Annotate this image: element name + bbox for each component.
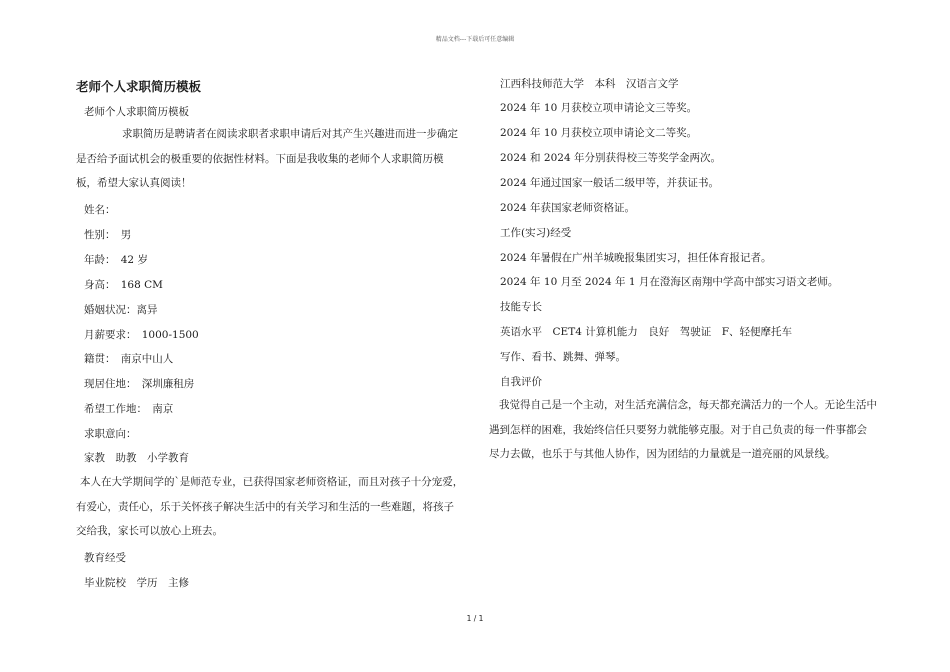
- award-item: 2024 年 10 月获校立项申请论文三等奖。: [500, 102, 698, 114]
- page-number: 1 / 1: [466, 614, 484, 623]
- education-table-header: 毕业院校 学历 主修: [84, 577, 189, 589]
- education-entry: 江西科技师范大学 本科 汉语言文学: [500, 78, 679, 90]
- field-height: 身高： 168 CM: [84, 279, 163, 291]
- field-job-intention: 求职意向：: [84, 428, 137, 440]
- field-gender: 性别： 男: [84, 229, 132, 241]
- subtitle: 老师个人求职简历模板: [84, 106, 189, 118]
- work-item: 2024 年暑假在广州羊城晚报集团实习，担任体育报记者。: [500, 252, 772, 264]
- field-name: 姓名：: [84, 204, 116, 216]
- field-job-types: 家教 助教 小学教育: [84, 452, 189, 464]
- award-item: 2024 年 10 月获校立项申请论文二等奖。: [500, 127, 698, 139]
- document-title: 老师个人求职简历模板: [76, 79, 202, 94]
- field-age: 年龄： 42 岁: [84, 254, 148, 266]
- field-work-location: 希望工作地： 南京: [84, 403, 174, 415]
- hobbies-item: 写作、看书、跳舞、弹琴。: [500, 351, 626, 363]
- work-item: 2024 年 10 月至 2024 年 1 月在澄海区南翔中学高中部实习语文老师。: [500, 276, 839, 288]
- self-evaluation-heading: 自我评价: [500, 376, 542, 388]
- header-note: 精品文档---下载后可任意编辑: [435, 36, 515, 43]
- field-marital-status: 婚姻状况：离异: [84, 304, 158, 316]
- award-item: 2024 年通过国家一般话二级甲等，并获证书。: [500, 177, 720, 189]
- field-native-place: 籍贯： 南京中山人: [84, 353, 174, 365]
- field-salary: 月薪要求： 1000-1500: [84, 329, 199, 341]
- skills-heading: 技能专长: [500, 301, 542, 313]
- intro-paragraph: 求职简历是聘请者在阅读求职者求职申请后对其产生兴趣进而进一步确定是否给予面试机会的极重要的依据性材料。下面是我收集的老师个人求职简历模板，希望大家认真阅读！: [76, 128, 458, 190]
- education-heading: 教育经受: [84, 552, 126, 564]
- award-item: 2024 和 2024 年分别获得校三等奖学金两次。: [500, 152, 721, 164]
- skills-item: 英语水平 CET4 计算机能力 良好 驾驶证 F、轻便摩托车: [500, 326, 793, 338]
- field-residence: 现居住地： 深圳廉租房: [84, 378, 195, 390]
- self-intro-paragraph: 本人在大学期间学的`是师范专业，已获得国家老师资格证，而且对孩子十分宠爱，有爱心，责任心，乐于关怀孩子解决生活中的有关学习和生活的一些难题，将孩子交给我，家长可以放心上班去。: [76, 476, 464, 538]
- self-evaluation-paragraph: 我觉得自己是一个主动，对生活充满信念，每天都充满活力的一个人。无论生活中遇到怎样的困难，我始终信任只要努力就能够克服。对于自己负责的每一件事都会尽力去做，也乐于与其他人协作，因为团结的力量就是一道亮丽的风景线。: [489, 399, 877, 461]
- work-experience-heading: 工作(实习)经受: [500, 227, 572, 239]
- award-item: 2024 年获国家老师资格证。: [500, 202, 636, 214]
